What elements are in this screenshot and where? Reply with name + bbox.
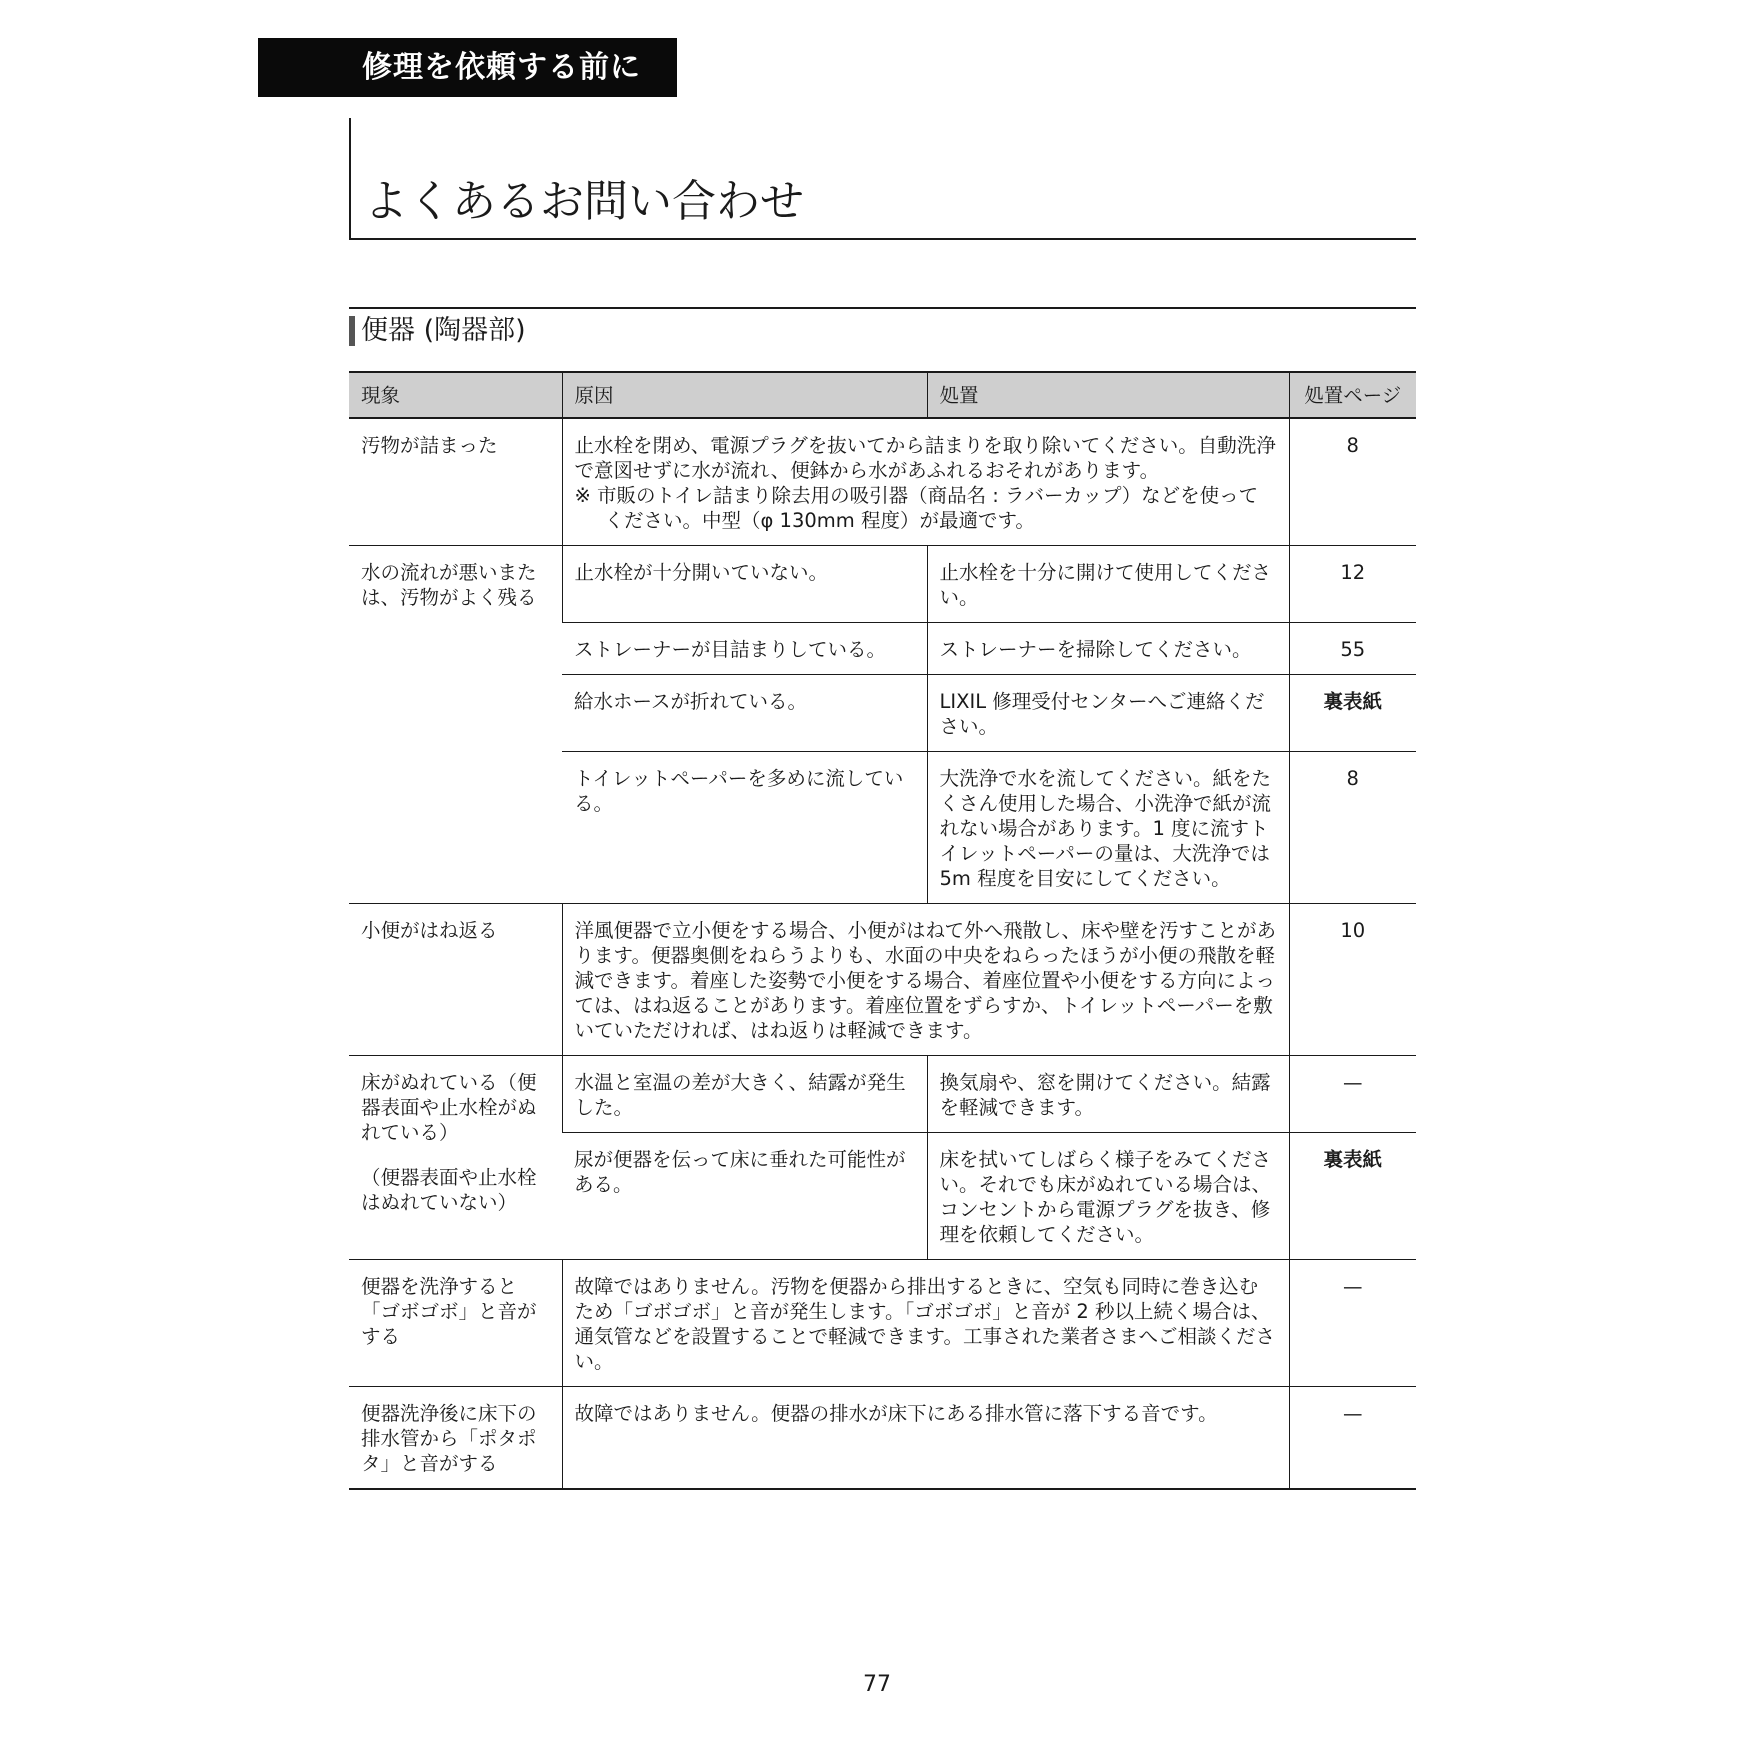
symptom-cell: 便器を洗浄すると「ゴボゴボ」と音がする [349, 1260, 562, 1387]
table-row [349, 1056, 1416, 1133]
title-rule-horizontal [349, 238, 1416, 240]
page-ref-cell: 8 [1289, 752, 1416, 904]
table-row [349, 1387, 1416, 1490]
column-header-page: 処置ページ [1289, 372, 1416, 418]
table-row [349, 1260, 1416, 1387]
title-rule-vertical [349, 118, 351, 240]
action-cell: 止水栓を十分に開けて使用してください。 [927, 546, 1289, 623]
column-header-cause: 原因 [562, 372, 927, 418]
page-ref-cell: — [1289, 1387, 1416, 1490]
cause-cell: ストレーナーが目詰まりしている。 [562, 623, 927, 675]
page-ref-cell: 8 [1289, 418, 1416, 546]
faq-table [349, 371, 1416, 1490]
page-title: よくあるお問い合わせ [364, 176, 804, 227]
symptom-cell: 便器洗浄後に床下の排水管から「ポタポタ」と音がする [349, 1387, 562, 1490]
table-header-row [349, 372, 1416, 418]
cause-action-cell: 洋風便器で立小便をする場合、小便がはねて外へ飛散し、床や壁を汚すことがあります。便器奥側をねらうよりも、水面の中央をねらったほうが小便の飛散を軽減できます。着座した姿勢で小便をする場合、着座位置や小便をする方向によっては、はね返ることがあります。着座位置をずらすか、トイレットペーパーを敷いていただければ、はね返りは軽減できます。 [562, 904, 1289, 1056]
cause-cell: 止水栓が十分開いていない。 [562, 546, 927, 623]
cause-cell: 給水ホースが折れている。 [562, 675, 927, 752]
symptom-text-b: （便器表面や止水栓はぬれていない） [361, 1166, 537, 1214]
page-ref-cell: — [1289, 1056, 1416, 1133]
symptom-cell [349, 1056, 562, 1260]
action-cell: 大洗浄で水を流してください。紙をたくさん使用した場合、小洗浄で紙が流れない場合があります。1 度に流すトイレットペーパーの量は、大洗浄では 5m 程度を目安にしてください。 [927, 752, 1289, 904]
table-row [349, 546, 1416, 623]
cause-action-cell [562, 418, 1289, 546]
page-ref-cell: 55 [1289, 623, 1416, 675]
column-header-symptom: 現象 [349, 372, 562, 418]
column-header-action: 処置 [927, 372, 1289, 418]
cause-text: 止水栓を閉め、電源プラグを抜いてから詰まりを取り除いてください。自動洗浄で意図せずに水が流れ、便鉢から水があふれるおそれがあります。 [574, 434, 1276, 482]
cause-action-cell: 故障ではありません。汚物を便器から排出するときに、空気も同時に巻き込むため「ゴボゴボ」と音が発生します。「ゴボゴボ」と音が 2 秒以上続く場合は、通気管などを設置することで軽減できます。工事された業者さまへご相談ください。 [562, 1260, 1289, 1387]
table-row [349, 904, 1416, 1056]
action-cell: 換気扇や、窓を開けてください。結露を軽減できます。 [927, 1056, 1289, 1133]
cause-cell: 尿が便器を伝って床に垂れた可能性がある。 [562, 1133, 927, 1260]
cause-action-cell: 故障ではありません。便器の排水が床下にある排水管に落下する音です。 [562, 1387, 1289, 1490]
page-ref-cell: — [1289, 1260, 1416, 1387]
table-row [349, 418, 1416, 546]
cause-cell: 水温と室温の差が大きく、結露が発生した。 [562, 1056, 927, 1133]
symptom-cell: 汚物が詰まった [349, 418, 562, 546]
symptom-cell: 小便がはね返る [349, 904, 562, 1056]
cause-cell: トイレットペーパーを多めに流している。 [562, 752, 927, 904]
section-header: 修理を依頼する前に [258, 38, 677, 97]
note-text: ※ 市販のトイレ詰まり除去用の吸引器（商品名 : ラバーカップ）などを使ってください。中型（φ 130mm 程度）が最適です。 [574, 484, 1259, 532]
page-ref-cell: 裏表紙 [1289, 675, 1416, 752]
action-cell: ストレーナーを掃除してください。 [927, 623, 1289, 675]
page-ref-cell: 裏表紙 [1289, 1133, 1416, 1260]
subsection-rule [349, 307, 1416, 309]
subsection-marker [349, 316, 355, 346]
subsection-title: 便器 (陶器部) [361, 315, 526, 346]
symptom-text-a: 床がぬれている（便器表面や止水栓がぬれている） [361, 1071, 537, 1144]
page-ref-cell: 12 [1289, 546, 1416, 623]
page-number: 77 [863, 1672, 891, 1697]
page-ref-cell: 10 [1289, 904, 1416, 1056]
action-cell: LIXIL 修理受付センターへご連絡ください。 [927, 675, 1289, 752]
symptom-cell: 水の流れが悪いまたは、汚物がよく残る [349, 546, 562, 904]
action-cell: 床を拭いてしばらく様子をみてください。それでも床がぬれている場合は、コンセントから電源プラグを抜き、修理を依頼してください。 [927, 1133, 1289, 1260]
